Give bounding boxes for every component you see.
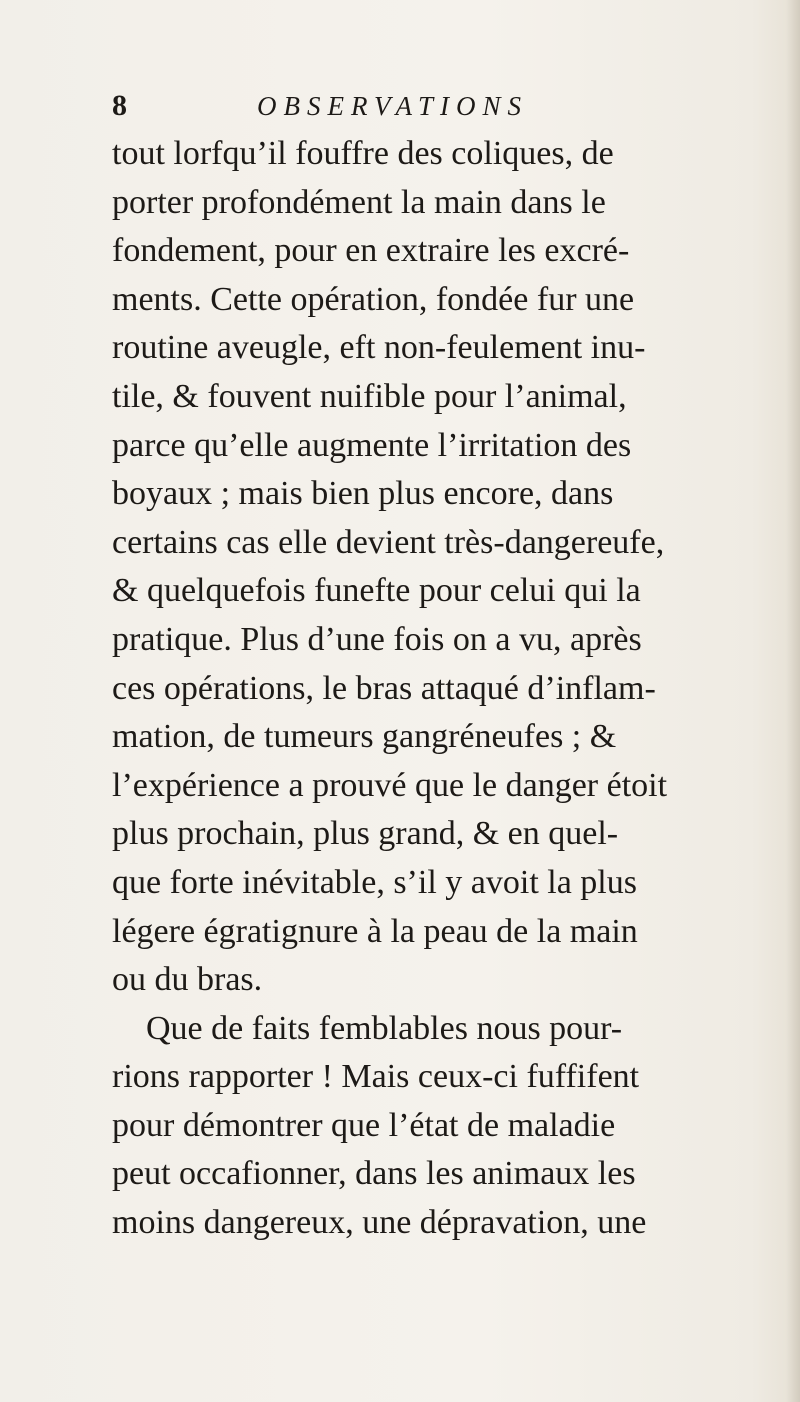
text-line: l’expérience a prouvé que le danger étoit xyxy=(112,766,668,804)
text-line: que forte inévitable, s’il y avoit la plus xyxy=(112,863,637,901)
text-line: boyaux ; mais bien plus encore, dans xyxy=(112,475,614,513)
text-line: mation, de tumeurs gangréneufes ; & xyxy=(112,718,617,756)
running-head xyxy=(112,86,672,126)
text-line: ou du bras. xyxy=(112,961,263,999)
text-line: Que de faits femblables nous pour- xyxy=(146,1009,623,1047)
page-number: 8 xyxy=(112,89,127,122)
text-line: tile, & fouvent nuifible pour l’animal, xyxy=(112,377,627,415)
text-line: routine aveugle, eft non-feulement inu- xyxy=(112,329,646,367)
text-line: tout lorfqu’il fouffre des coliques, de xyxy=(112,135,614,172)
text-line: plus prochain, plus grand, & en quel- xyxy=(112,815,619,853)
text-line: certains cas elle devient très-dangereufe, xyxy=(112,523,665,561)
text-line: pratique. Plus d’une fois on a vu, après xyxy=(112,620,642,658)
text-line: porter profondément la main dans le xyxy=(112,183,606,221)
text-line: rions rapporter ! Mais ceux-ci fuffifent xyxy=(112,1058,640,1096)
text-line: ces opérations, le bras attaqué d’inflam- xyxy=(112,669,656,707)
text-line: parce qu’elle augmente l’irritation des xyxy=(112,426,632,464)
running-title: OBSERVATIONS xyxy=(257,91,528,121)
text-line: & quelquefois funefte pour celui qui la xyxy=(112,572,641,610)
text-line: légere égratignure à la peau de la main xyxy=(112,912,638,950)
text-line: pour démontrer que l’état de maladie xyxy=(112,1106,616,1144)
body-text xyxy=(112,130,792,1248)
text-line: moins dangereux, une dépravation, une xyxy=(112,1204,647,1242)
text-line: fondement, pour en extraire les excré- xyxy=(112,232,630,270)
text-line: peut occafionner, dans les animaux les xyxy=(112,1155,636,1193)
text-line: ments. Cette opération, fondée fur une xyxy=(112,280,635,318)
